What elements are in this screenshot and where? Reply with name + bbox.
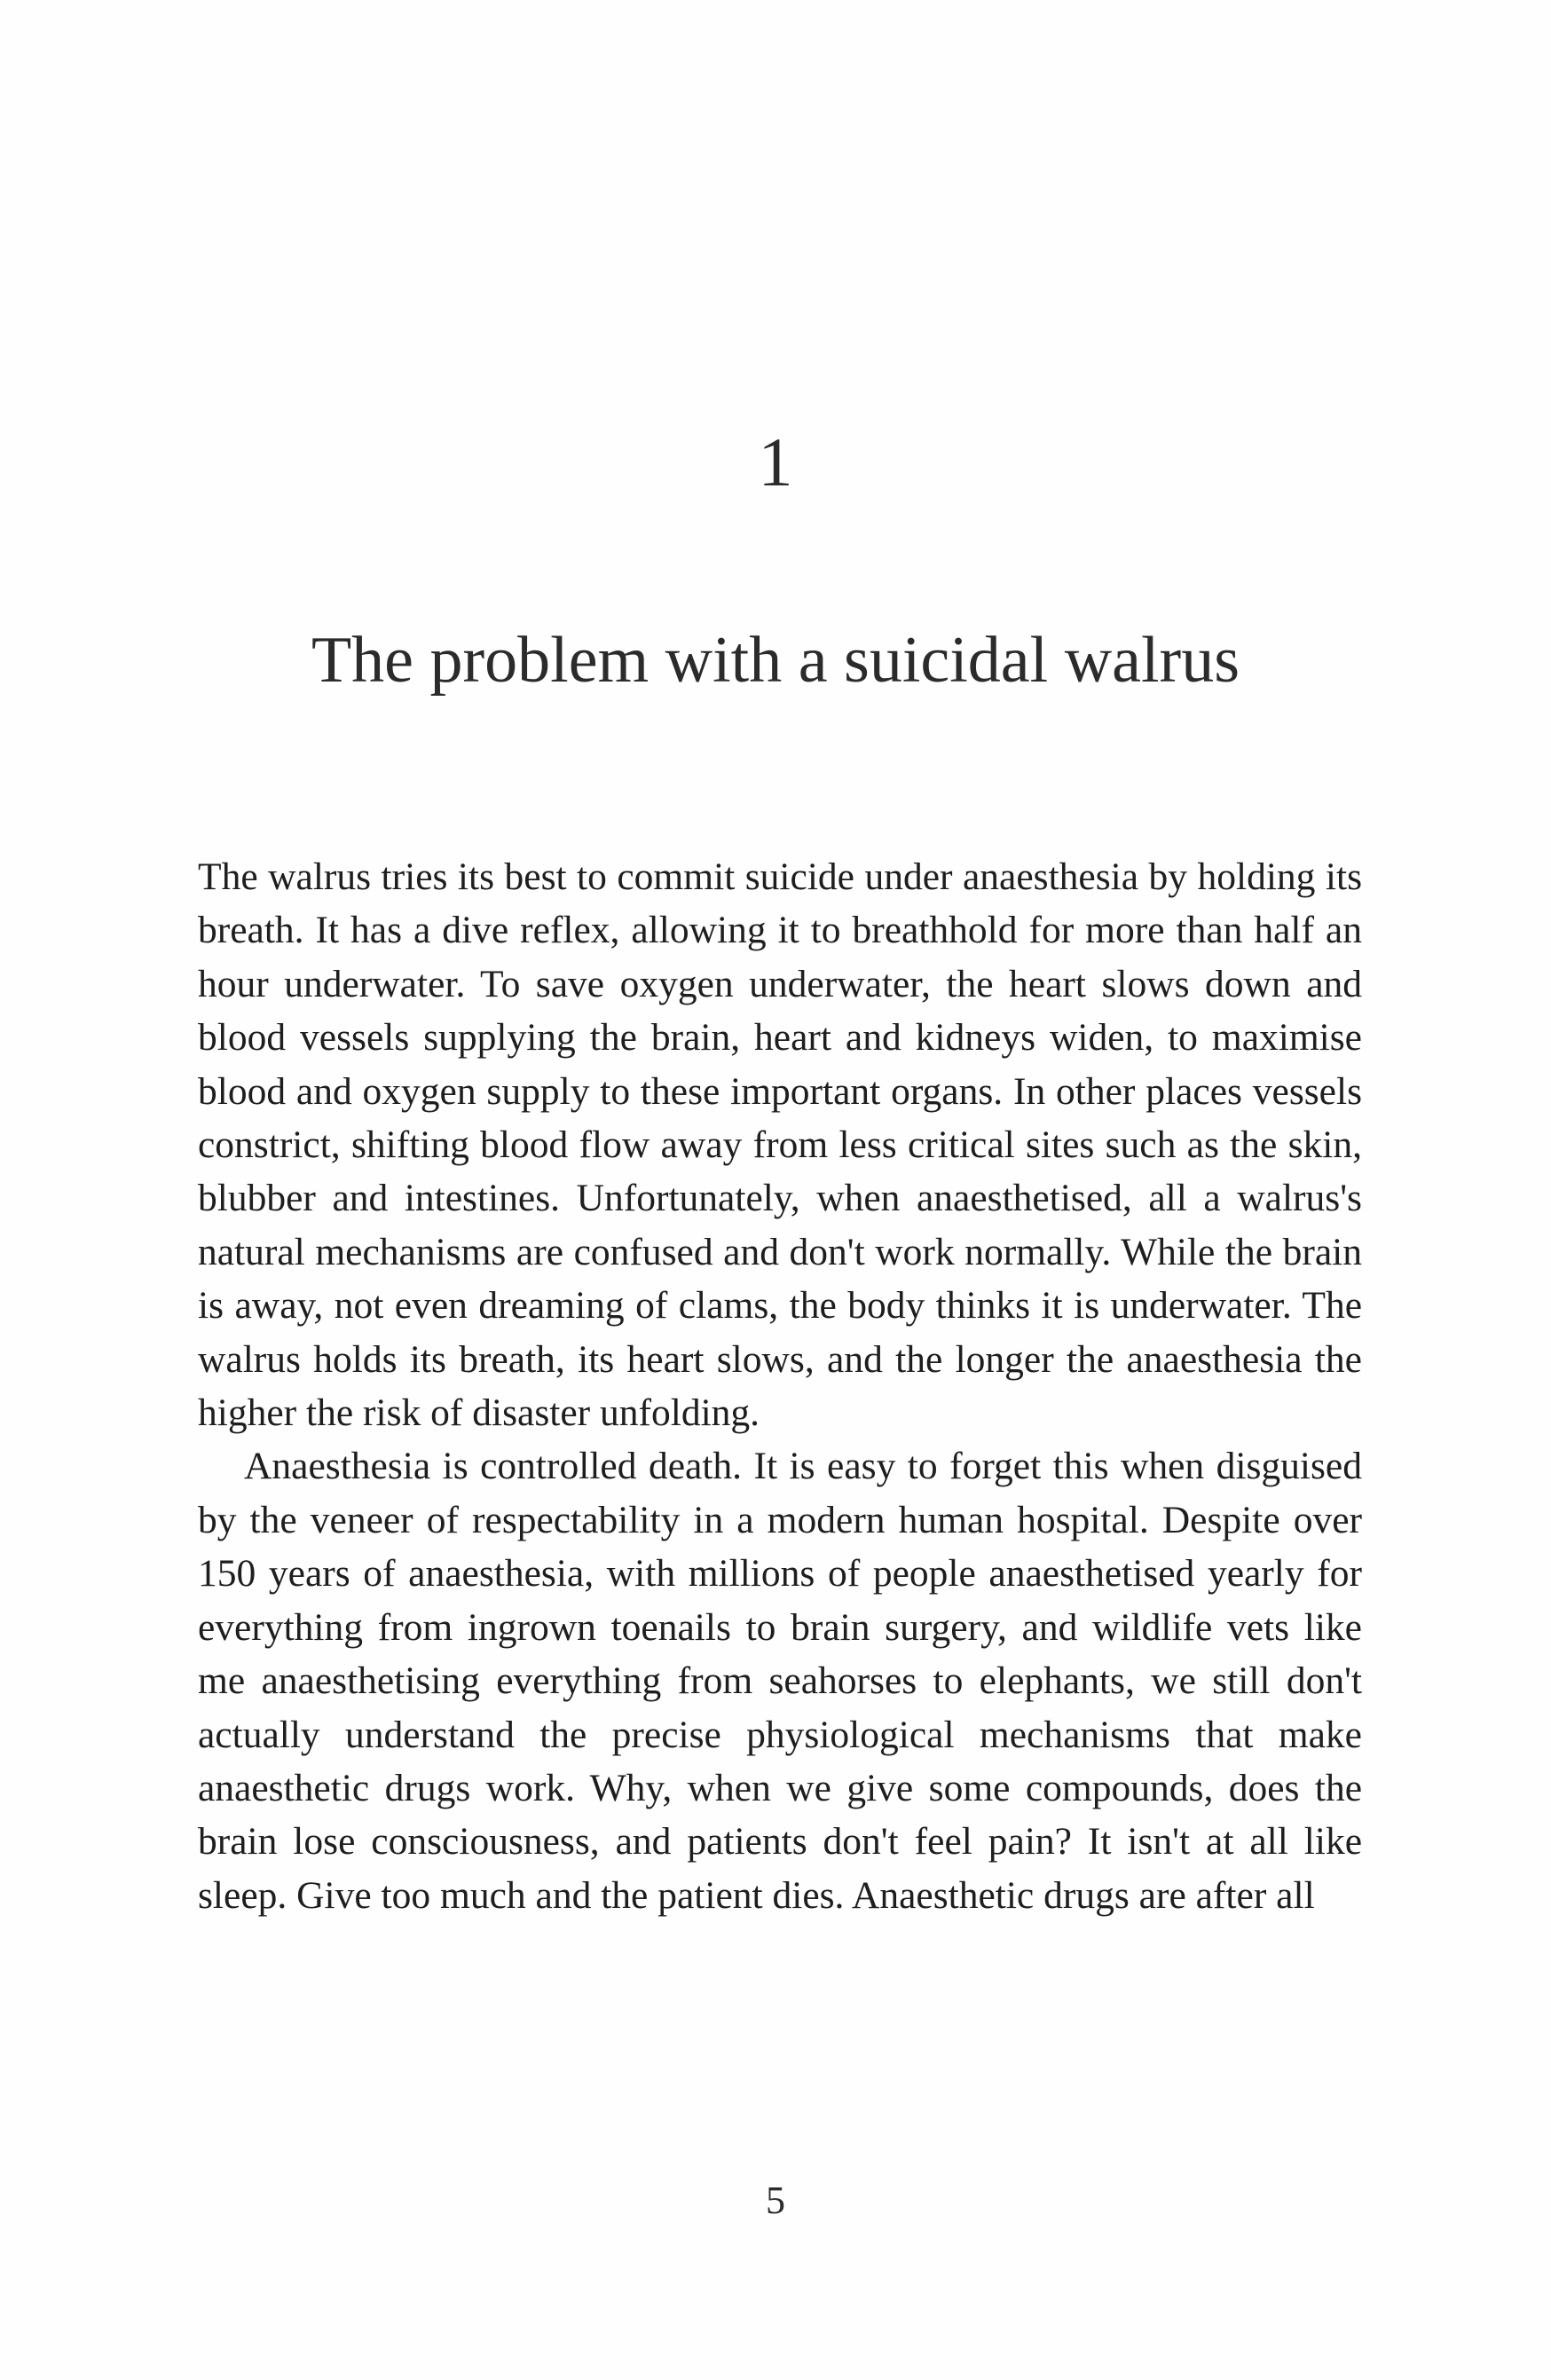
paragraph-2: Anaesthesia is controlled death. It is easy to forget this when disguised by the veneer of respectability in a modern human hospital. Despite over 150 years of anaesthesia, with millions of people anaesthetised yearly for everything from ingrown toenails to brain surgery, and wildlife vets like me anaesthetising everything from seahorses to elephants, we still don't actually understand the precise physiological mechanisms that make anaesthetic drugs work. Why, when we give some compounds, does the brain lose consciousness, and patients don't feel pain? It isn't at all like sleep. Give too much and the patient dies. Anaesthetic drugs are after all: [198, 1445, 1362, 1917]
chapter-body: [198, 850, 1362, 1922]
chapter-title: The problem with a suicidal walrus: [311, 624, 1240, 697]
chapter-number: 1: [758, 423, 793, 500]
page-number: 5: [766, 2179, 785, 2222]
paragraph-1: The walrus tries its best to commit suicide under anaesthesia by holding its breath. It has a dive reflex, allowing it to breathhold for more than half an hour underwater. To save oxygen underwater, the heart slows down and blood vessels supplying the brain, heart and kidneys widen, to maximise blood and oxygen supply to these important organs. In other places vessels constrict, shifting blood flow away from less critical sites such as the skin, blubber and intestines. Unfortunately, when anaesthetised, all a walrus's natural mechanisms are confused and don't work normally. While the brain is away, not even dreaming of clams, the body thinks it is underwater. The walrus holds its breath, its heart slows, and the longer the anaesthesia the higher the risk of disaster unfolding.: [198, 855, 1362, 1435]
